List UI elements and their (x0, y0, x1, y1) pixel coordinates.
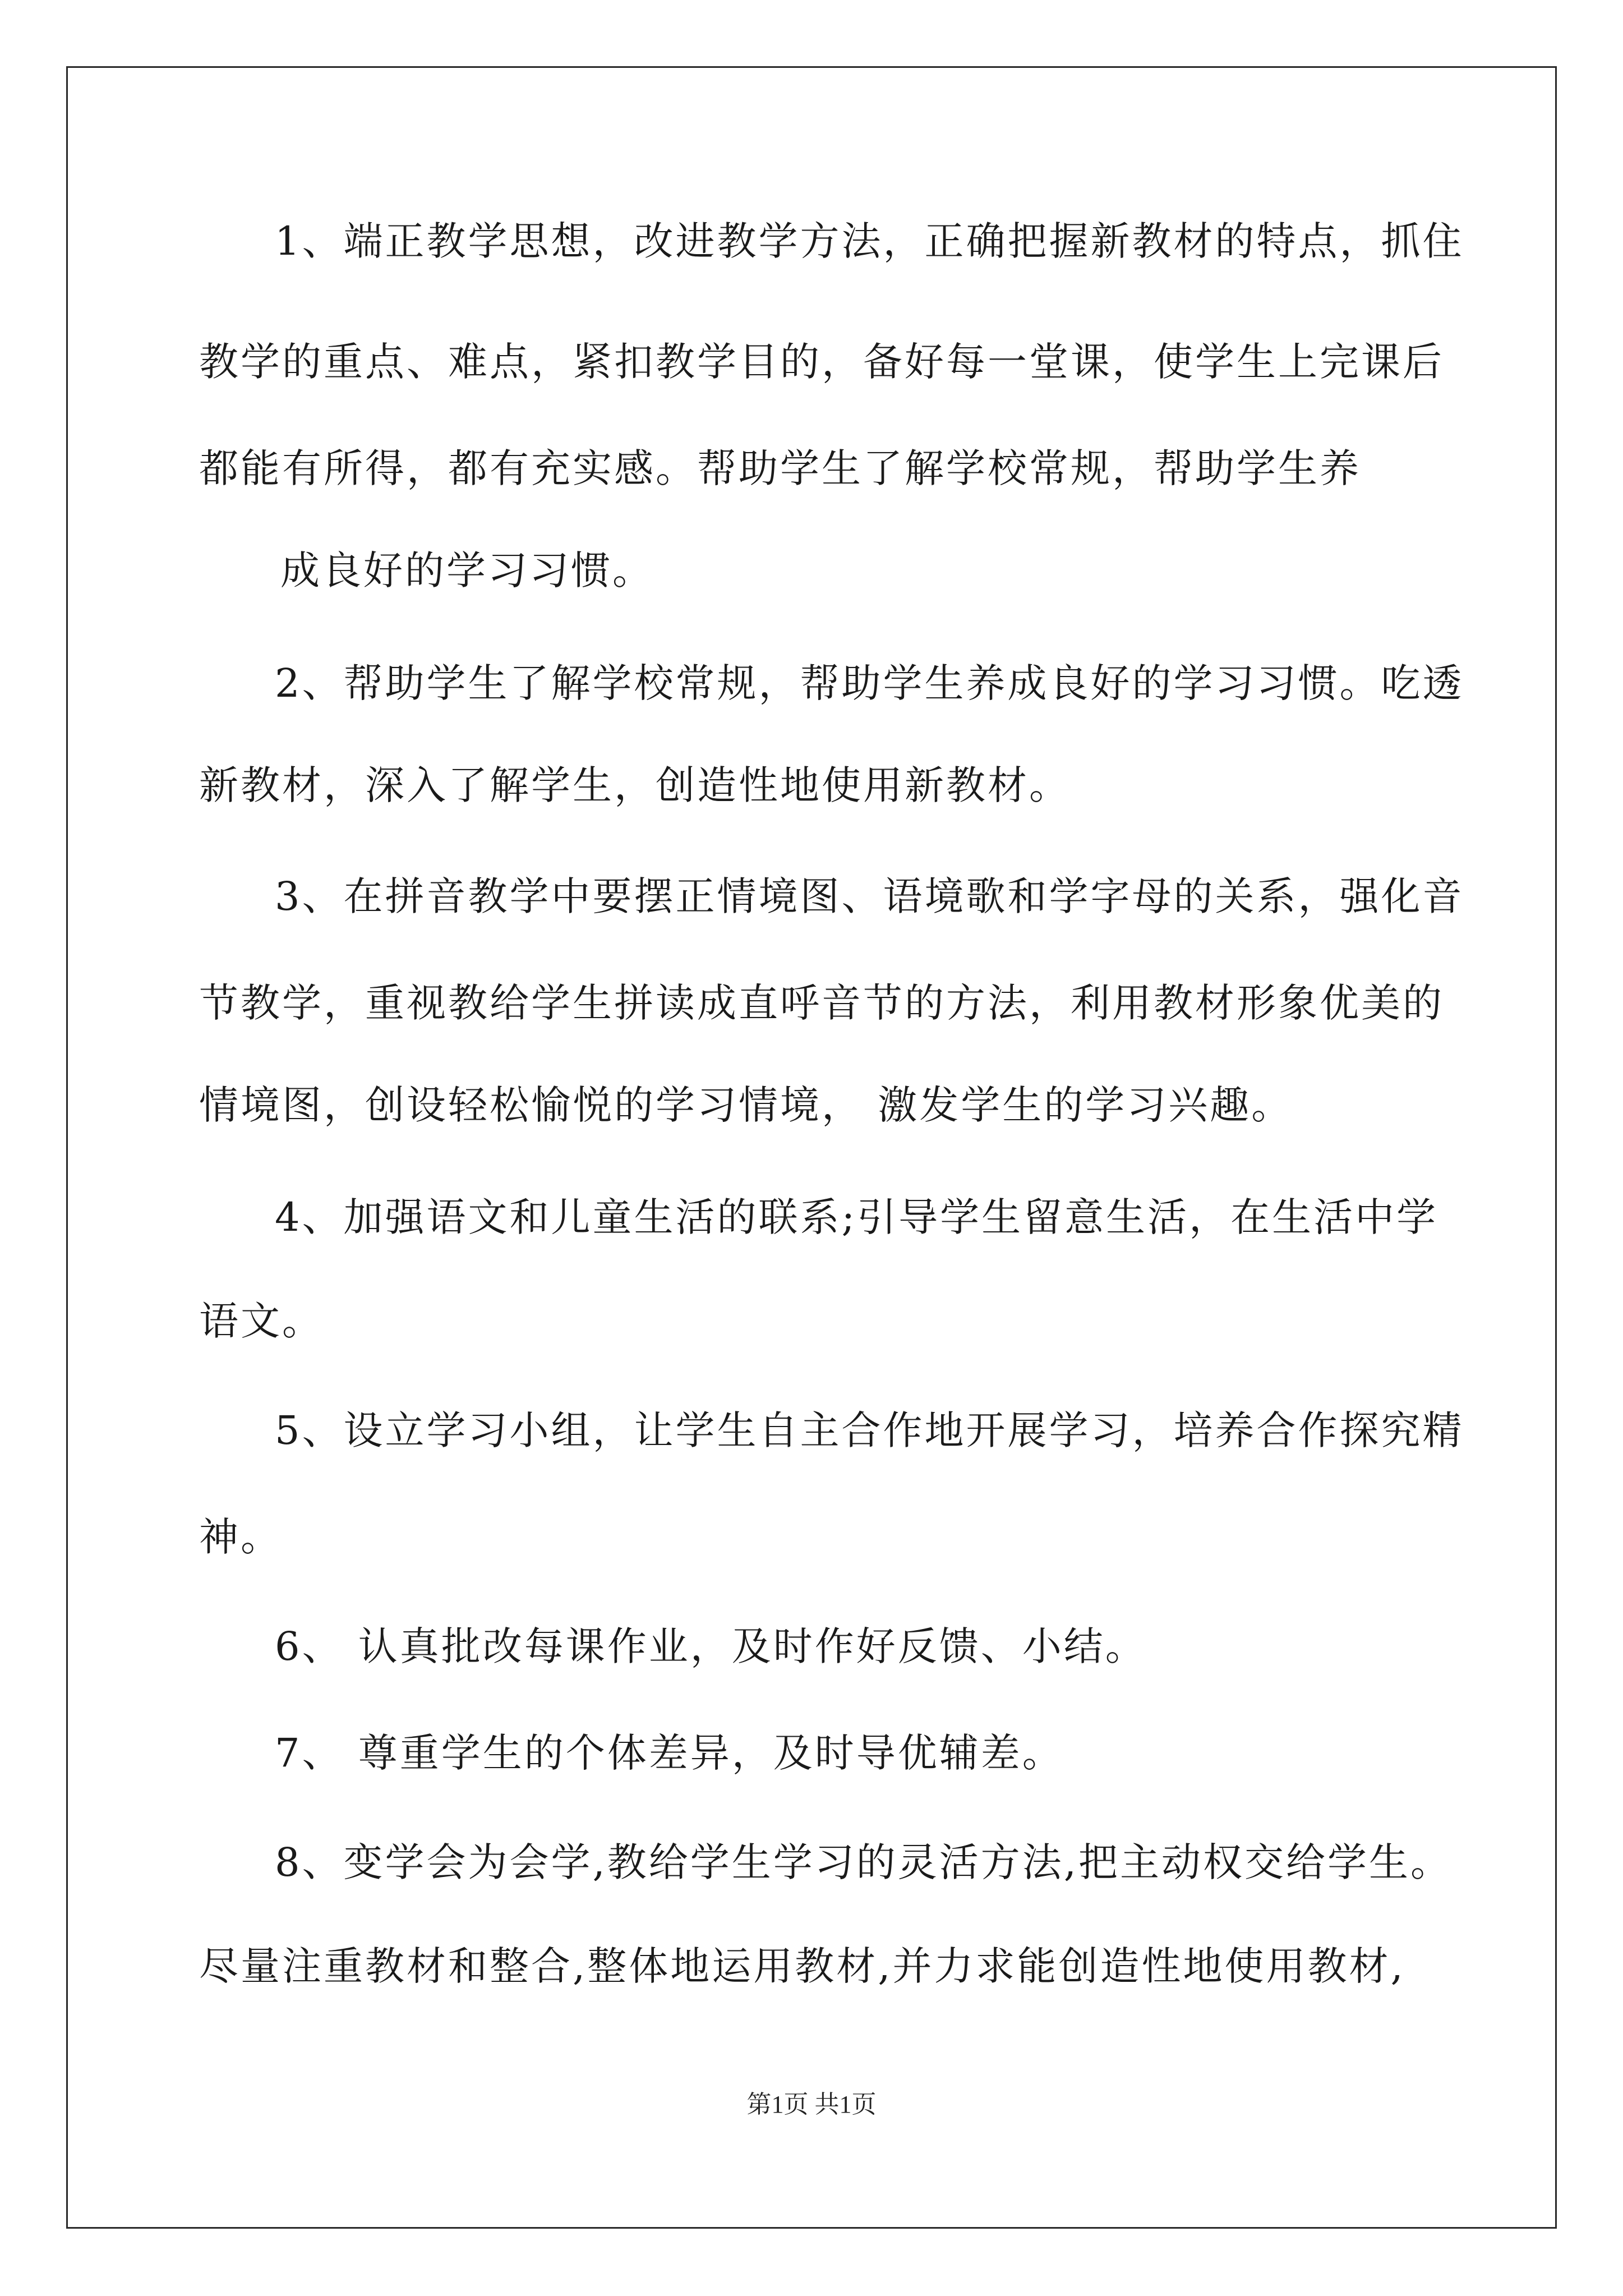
paragraph-line: 都能有所得，都有充实感。帮助学生了解学校常规，帮助学生养 (199, 445, 1361, 491)
paragraph-line: 情境图，创设轻松愉悦的学习情境， 激发学生的学习兴趣。 (199, 1082, 1293, 1128)
paragraph-line: 成良好的学习习惯。 (280, 547, 654, 593)
paragraph-line: 尽量注重教材和整合,整体地运用教材,并力求能创造性地使用教材, (199, 1943, 1405, 1989)
paragraph-line: 教学的重点、难点，紧扣教学目的，备好每一堂课，使学生上完课后 (199, 339, 1444, 385)
paragraph-line: 2、帮助学生了解学校常规，帮助学生养成良好的学习习惯。吃透 (275, 660, 1464, 706)
paragraph-line: 1、端正教学思想，改进教学方法，正确把握新教材的特点，抓住 (275, 218, 1464, 264)
paragraph-line: 6、 认真批改每课作业，及时作好反馈、小结。 (275, 1623, 1147, 1669)
paragraph-line: 4、加强语文和儿童生活的联系;引导学生留意生活，在生活中学 (275, 1194, 1438, 1240)
paragraph-line: 3、在拼音教学中要摆正情境图、语境歌和学字母的关系，强化音 (275, 873, 1464, 919)
paragraph-line: 7、 尊重学生的个体差异，及时导优辅差。 (275, 1730, 1064, 1776)
page-footer: 第1页 共1页 (746, 2091, 877, 2118)
paragraph-line: 神。 (199, 1514, 282, 1560)
paragraph-line: 新教材，深入了解学生，创造性地使用新教材。 (199, 762, 1071, 808)
paragraph-line: 8、变学会为会学,教给学生学习的灵活方法,把主动权交给学生。 (275, 1839, 1453, 1885)
paragraph-line: 5、设立学习小组，让学生自主合作地开展学习，培养合作探究精 (275, 1407, 1464, 1453)
page-border (66, 66, 1557, 2229)
paragraph-line: 节教学，重视教给学生拼读成直呼音节的方法，利用教材形象优美的 (199, 980, 1444, 1026)
paragraph-line: 语文。 (199, 1298, 324, 1344)
